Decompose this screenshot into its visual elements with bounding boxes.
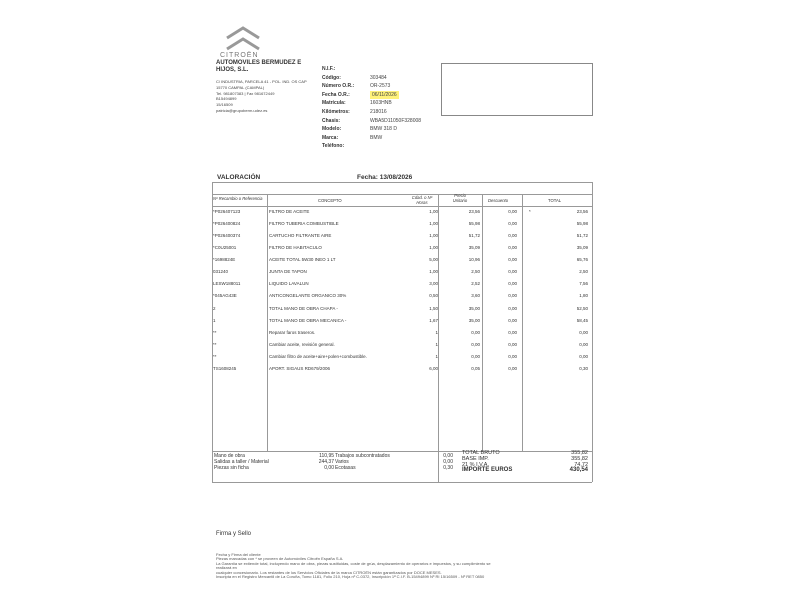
address-line: patricia@grupoberm.udez.es: [216, 107, 268, 113]
cell-precio: 35,09: [468, 245, 480, 250]
cell-precio: 0,00: [471, 354, 480, 359]
header-concepto: CONCEPTO: [318, 198, 342, 203]
cell-total: 1,80: [579, 293, 588, 298]
field-row: [322, 65, 421, 74]
field-row: [322, 142, 421, 151]
cell-concepto: Reparar faros traseros.: [269, 330, 316, 335]
cell-cantidad: 1,50: [429, 306, 438, 311]
cell-cantidad: 1,00: [429, 209, 438, 214]
cell-cantidad: 1,00: [429, 269, 438, 274]
table-row: [212, 257, 592, 269]
cell-descuento: 0,00: [508, 245, 517, 250]
cell-descuento: 0,00: [508, 293, 517, 298]
cell-total: 0,00: [579, 342, 588, 347]
legal-notes: [216, 553, 506, 579]
field-label: Chasis:: [322, 117, 341, 124]
cell-mark: *: [529, 209, 531, 214]
cell-cantidad: 1,00: [429, 233, 438, 238]
cell-cantidad: 1: [435, 342, 438, 347]
importe-label: IMPORTE EUROS: [462, 467, 513, 474]
field-row: [322, 99, 421, 108]
cell-concepto: Cambiar aceite, revisión general.: [269, 342, 335, 347]
cell-precio: 2,52: [471, 281, 480, 286]
field-label: Kilómetros:: [322, 108, 350, 115]
cell-total: 51,72: [576, 233, 588, 238]
cell-total: 2,50: [579, 269, 588, 274]
field-value: OR-2573: [370, 83, 391, 90]
cell-cantidad: 6,00: [429, 366, 438, 371]
total-label: BASE IMP.: [462, 455, 489, 462]
table-row: [212, 330, 592, 342]
cell-ref: TS1608245: [213, 366, 237, 371]
cell-descuento: 0,00: [508, 209, 517, 214]
header-ref: Nº Recambio o Referencia: [213, 196, 263, 201]
table-row: [212, 366, 592, 378]
summary-label: Ecotasas: [335, 465, 356, 471]
summary-label: Varios: [335, 459, 349, 465]
table-row: [212, 342, 592, 354]
summary-bottom-line: [212, 482, 592, 483]
summary-value: 0,30: [443, 465, 453, 471]
cell-descuento: 0,00: [508, 306, 517, 311]
field-label: Número O.R.:: [322, 83, 355, 90]
table-top-line: [212, 182, 592, 183]
address-line: B15494899: [216, 96, 237, 102]
cell-descuento: 0,00: [508, 281, 517, 286]
cell-total: 55,98: [576, 221, 588, 226]
table-line: [212, 194, 592, 195]
field-label: Código:: [322, 74, 341, 81]
cell-concepto: FILTRO DE HABITACULO: [269, 245, 322, 250]
total-label: 21 % I.V.A.: [462, 461, 490, 468]
cell-ref: **: [213, 342, 217, 347]
legal-line: Fecha y Firma del cliente: [216, 552, 261, 557]
cell-cantidad: 5,00: [429, 257, 438, 262]
field-row: [322, 108, 421, 117]
cell-concepto: LIQUIDO LAVALUN: [269, 281, 309, 286]
valoracion-title: VALORACIÓN: [217, 174, 261, 181]
cell-concepto: TOTAL MANO DE OBRA CHAPA -: [269, 306, 338, 311]
cell-concepto: JUNTA DE TAPON: [269, 269, 307, 274]
table-row: [212, 293, 592, 305]
cell-descuento: 0,00: [508, 318, 517, 323]
order-details: [322, 65, 421, 151]
company-address: [216, 79, 307, 114]
cell-precio: 0,05: [471, 366, 480, 371]
cell-precio: 0,00: [471, 330, 480, 335]
header-precio: Precio Unitario: [452, 193, 468, 203]
cell-ref: 031240: [213, 269, 229, 274]
cell-precio: 2,50: [471, 269, 480, 274]
cell-precio: 35,00: [468, 306, 480, 311]
cell-concepto: APORT. SIGAUS RD679/2006: [269, 366, 330, 371]
table-header-line: [212, 206, 592, 207]
cell-total: 0,00: [579, 354, 588, 359]
cell-total: 65,76: [576, 257, 588, 262]
summary-label: Piezas sin ficha: [214, 465, 249, 471]
field-value: BMW: [370, 134, 383, 141]
company-name: AUTOMOVILES BERMUDEZ E HIJOS, S.L.: [216, 60, 302, 73]
cell-concepto: FILTRO TUBERIA COMBUSTIBLE: [269, 221, 339, 226]
legal-line: cualquier concesionario. Los restantes de los Servicios Oficiales de la marca CITROËN están garantizados por DOCE MESES.: [216, 569, 442, 575]
cell-descuento: 0,00: [508, 257, 517, 262]
cell-concepto: TOTAL MANO DE OBRA MECANICA -: [269, 318, 347, 323]
cell-total: 7,56: [579, 281, 588, 286]
legal-line: La Garantía se extiende total, incluyendo mano de obra, piezas sustituidas, coste de grúa, desplazamiento de operarios e impuestos, y su cumplimiento se realizará en: [216, 560, 491, 571]
field-value: 1603HNB: [370, 100, 392, 107]
field-row: [322, 74, 421, 83]
field-value: BMW 318 D: [370, 126, 397, 133]
cell-precio: 23,56: [468, 209, 480, 214]
cell-ref: LESW188011: [213, 281, 241, 286]
totals-block: [462, 451, 588, 474]
cell-ref: *045AG43E: [213, 293, 237, 298]
summary-middle: [335, 453, 453, 471]
cell-concepto: ANTICONGELANTE ORGANICO 30%: [269, 293, 347, 298]
address-line: 15/16509: [216, 102, 233, 108]
field-row: [322, 82, 421, 91]
cell-precio: 51,72: [468, 233, 480, 238]
cell-cantidad: 0,50: [429, 293, 438, 298]
cell-ref: *P026407123: [213, 209, 241, 214]
summary-row: [214, 465, 334, 471]
cell-precio: 35,00: [468, 318, 480, 323]
field-label: N.I.F.:: [322, 66, 336, 72]
field-value: 303484: [370, 74, 387, 81]
summary-value: 244,37: [318, 459, 334, 465]
cell-ref: 1: [213, 318, 216, 323]
table-row: [212, 269, 592, 281]
cell-total: 35,09: [576, 245, 588, 250]
cell-ref: *1698824E: [213, 257, 236, 262]
summary-value: 110,95: [319, 453, 334, 459]
summary-label: Salidas a taller / Material: [214, 459, 269, 465]
cell-precio: 10,96: [468, 257, 480, 262]
cell-descuento: 0,00: [508, 233, 517, 238]
cell-ref: **: [213, 330, 217, 335]
table-row: [212, 233, 592, 245]
importe-row: [462, 468, 588, 474]
cell-precio: 3,60: [471, 293, 480, 298]
cell-concepto: CARTUCHO FILTRANTE AIRE: [269, 233, 332, 238]
field-label: Marca:: [322, 134, 339, 141]
cell-descuento: 0,00: [508, 342, 517, 347]
table-row: [212, 209, 592, 221]
cell-total: 0,30: [579, 366, 588, 371]
address-line: C/ INDUSTRIA, PARCELA 41 - POL. IND. OS CAP: [216, 79, 307, 84]
total-label: TOTAL BRUTO: [462, 450, 500, 456]
cell-total: 52,50: [576, 306, 588, 311]
summary-value: 0,00: [324, 465, 334, 471]
cell-cantidad: 3,00: [429, 281, 438, 286]
address-line: 15770 CAMPAL (CAMPAL): [216, 84, 265, 90]
summary-value: 0,00: [443, 459, 453, 465]
total-value: 355,82: [571, 455, 588, 462]
header-descuento: Descuento: [488, 198, 509, 203]
cell-descuento: 0,00: [508, 366, 517, 371]
header-cantidad: Cdad. o Nº Horas: [411, 195, 433, 205]
cell-concepto: ACEITE TOTAL 5W30 INEO 1 LT: [269, 257, 336, 262]
importe-value: 430,54: [569, 467, 588, 474]
cell-descuento: 0,00: [508, 354, 517, 359]
cell-total: 0,00: [579, 330, 588, 335]
cell-ref: *C0U25001: [213, 245, 237, 250]
total-value: 355,82: [571, 450, 588, 456]
legal-line: Inscripta en el Registro Mercantil de La Coruña, Tomo 1181, Folio 210, Hoja nº C-0372, Inscripción 1ª C.I.F. B-15494899 Nº RI 15/16509 - Nº RET 0850: [216, 574, 485, 580]
field-row: [322, 117, 421, 126]
field-label: Teléfono:: [322, 143, 345, 150]
citroen-logo: [221, 24, 265, 52]
cell-concepto: Cambiar filtro de aceite+aire+polen+combustible.: [269, 354, 367, 359]
table-row: [212, 281, 592, 293]
address-line: Tel. 981807383 | Fax 981672449: [216, 90, 275, 96]
highlighted-date: 06/11/2026: [372, 91, 397, 98]
cell-descuento: 0,00: [508, 330, 517, 335]
summary-row: [335, 465, 453, 471]
table-row: [212, 318, 592, 330]
customer-address-box: [441, 63, 593, 116]
table-border: [592, 182, 593, 482]
cell-cantidad: 1,00: [429, 245, 438, 250]
field-label: Modelo:: [322, 126, 342, 133]
summary-label: Mano de obra: [214, 453, 245, 459]
summary-value: 0,00: [443, 453, 453, 459]
cell-total: 23,56: [576, 209, 588, 214]
table-row: [212, 221, 592, 233]
summary-left: [214, 453, 334, 471]
field-row: [322, 134, 421, 143]
table-row: [212, 245, 592, 257]
cell-descuento: 0,00: [508, 269, 517, 274]
brand-name: CITROËN: [220, 52, 259, 59]
cell-ref: *P026400374: [213, 233, 241, 238]
field-value: WBA5D11050F328008: [370, 117, 422, 124]
header-total: TOTAL: [548, 198, 562, 203]
cell-descuento: 0,00: [508, 221, 517, 226]
cell-precio: 0,00: [471, 342, 480, 347]
cell-precio: 55,98: [468, 221, 480, 226]
cell-ref: 2: [213, 306, 216, 311]
legal-line: Piezas marcadas con * se proveen de Automóviles Citroën España S.A.: [216, 556, 344, 562]
cell-cantidad: 1,67: [429, 318, 438, 323]
table-row: [212, 306, 592, 318]
cell-ref: **: [213, 354, 217, 359]
field-row: [322, 91, 421, 100]
total-value: 74,72: [574, 461, 588, 468]
cell-cantidad: 1: [435, 354, 438, 359]
field-label: Fecha O.R.:: [322, 91, 350, 98]
valoracion-date: Fecha: 13/08/2026: [357, 174, 413, 181]
cell-cantidad: 1: [435, 330, 438, 335]
firma-label: Firma y Sello: [216, 531, 252, 537]
field-label: Matrícula:: [322, 100, 346, 107]
cell-cantidad: 1,00: [429, 221, 438, 226]
cell-concepto: FILTRO DE ACEITE: [269, 209, 310, 214]
table-row: [212, 354, 592, 366]
cell-ref: *P026400824: [213, 221, 241, 226]
summary-label: Trabajos subcontratados: [335, 453, 390, 459]
cell-total: 58,45: [576, 318, 588, 323]
field-row: [322, 125, 421, 134]
field-value: 218016: [370, 108, 387, 115]
